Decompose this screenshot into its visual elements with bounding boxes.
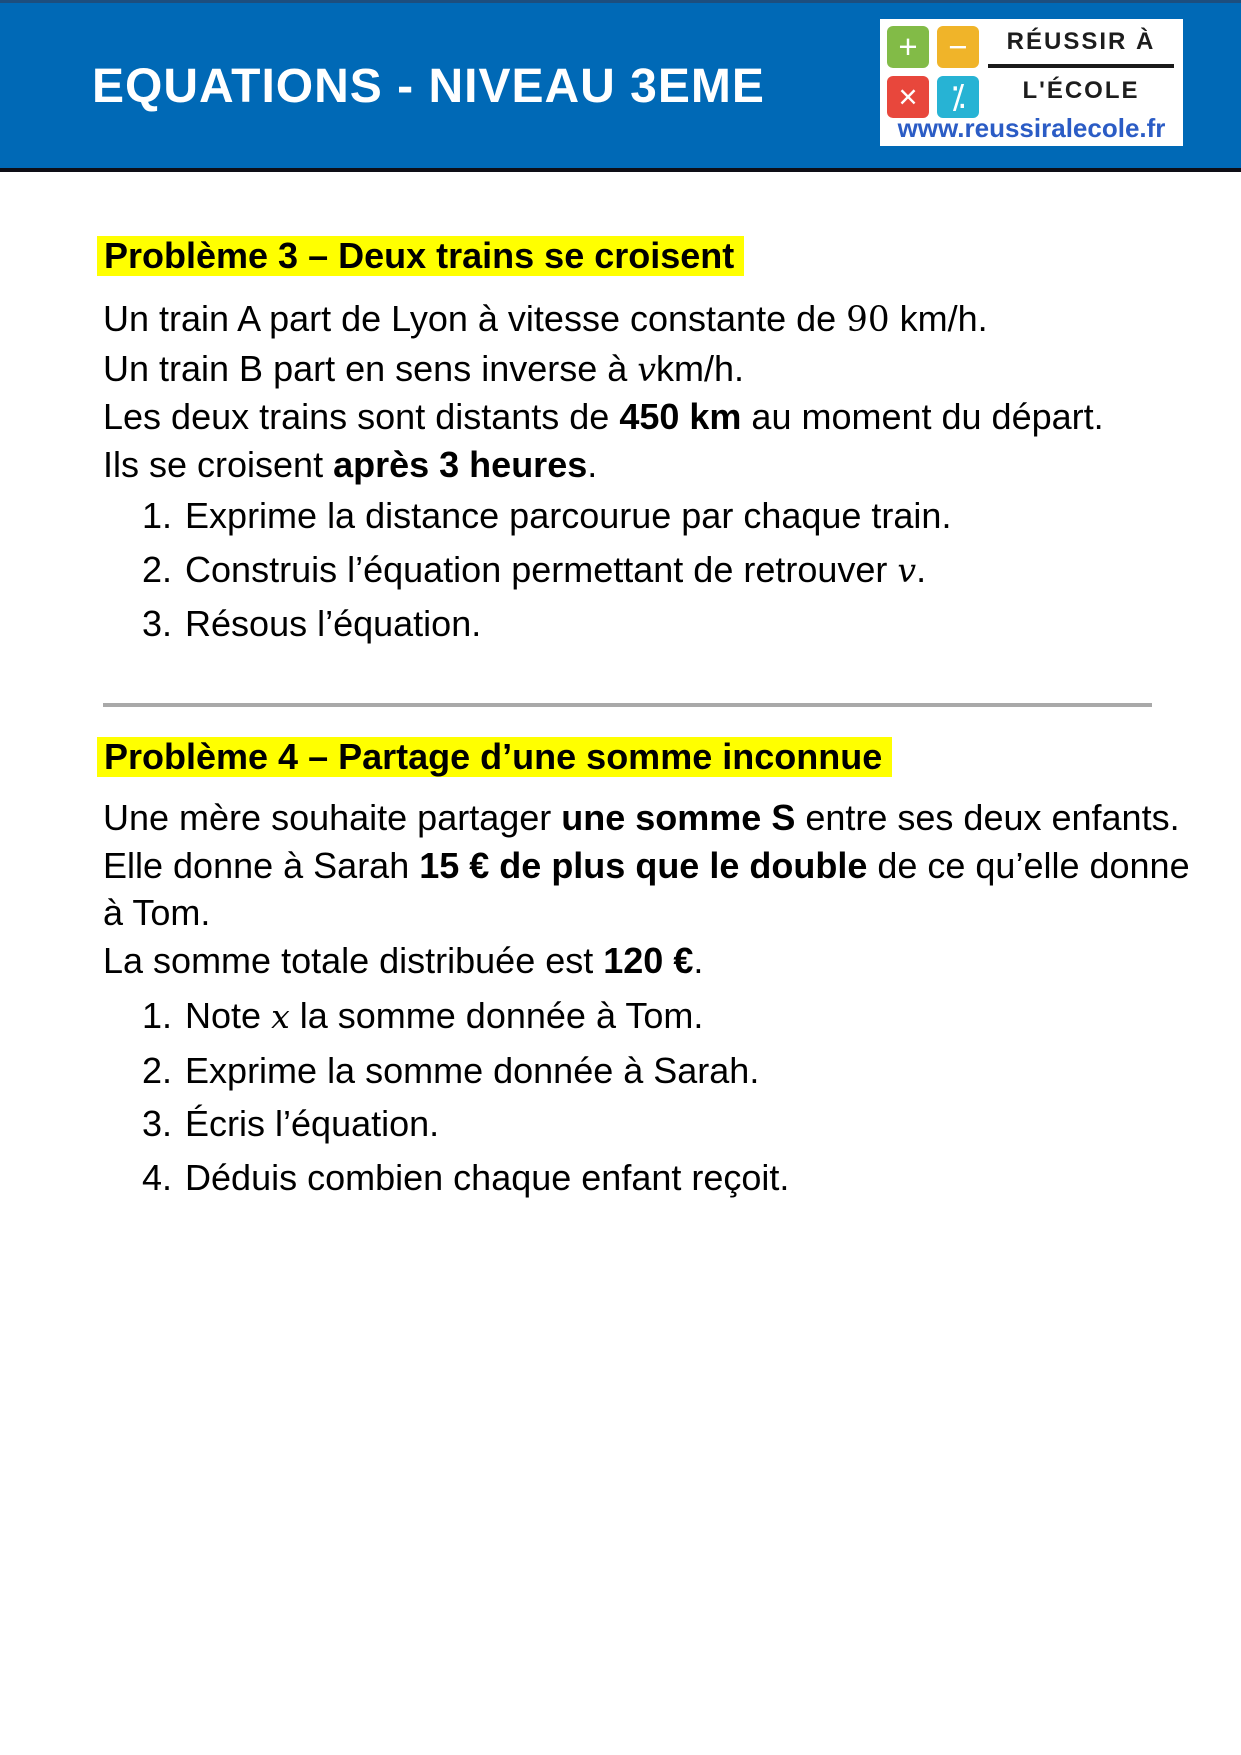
logo-text-line2: L'ÉCOLE <box>1022 77 1140 104</box>
paragraph-line <box>103 842 1190 890</box>
text-segment: Exprime la distance parcourue par chaque train. <box>185 495 952 536</box>
list-item <box>142 1154 789 1202</box>
item-number: 1. <box>142 495 173 536</box>
problem3-title-highlight: Problème 3 – Deux trains se croisent <box>97 236 744 276</box>
bold-segment: 15 € de plus que le double <box>419 844 868 886</box>
item-number: 2. <box>142 1049 173 1091</box>
text-segment: Un train B part en sens inverse à <box>103 347 638 389</box>
list-item <box>142 546 951 595</box>
text-segment: km/h. <box>889 298 988 339</box>
list-item <box>142 1100 789 1148</box>
math-variable: v <box>897 550 917 590</box>
text-segment: Écris l’équation. <box>185 1103 440 1144</box>
text-segment: . <box>693 939 704 981</box>
list-item <box>142 992 789 1041</box>
bold-segment: après 3 heures <box>333 443 588 485</box>
reussir-a-lecole-logo <box>880 19 1183 146</box>
problem4-statement <box>103 794 1190 984</box>
text-segment: de ce qu’elle donne <box>867 844 1190 886</box>
text-segment: Elle donne à Sarah <box>103 844 420 886</box>
item-number: 4. <box>142 1156 173 1198</box>
divide-icon: ⁒ <box>937 76 979 118</box>
list-item <box>142 1047 789 1095</box>
paragraph-line <box>103 393 1104 441</box>
text-segment: . <box>587 443 598 485</box>
logo-website-url: www.reussiralecole.fr <box>897 113 1166 143</box>
text-segment: Les deux trains sont distants de <box>103 396 620 437</box>
text-segment: à Tom. <box>103 892 211 933</box>
section-divider <box>103 703 1152 707</box>
paragraph-line <box>103 794 1190 842</box>
logo-rule <box>988 64 1174 68</box>
paragraph-line <box>103 441 1104 489</box>
page-title: EQUATIONS - NIVEAU 3EME <box>92 60 765 113</box>
text-segment: Un train A part de Lyon à vitesse constante de <box>103 298 847 339</box>
text-segment: . <box>916 548 927 590</box>
text-segment: Une mère souhaite partager <box>103 797 562 838</box>
page-header <box>0 0 1241 172</box>
math-variable: v <box>637 349 656 389</box>
paragraph-line <box>103 295 1104 345</box>
bold-segment: une somme S <box>561 797 796 838</box>
bold-segment: 120 € <box>603 939 694 981</box>
list-item <box>142 600 951 648</box>
plus-icon: + <box>887 26 929 68</box>
multiply-icon: × <box>887 76 929 118</box>
problem3-statement <box>103 295 1104 488</box>
list-item <box>142 492 951 540</box>
item-number: 3. <box>142 1103 173 1144</box>
text-segment: Déduis combien chaque enfant reçoit. <box>185 1156 790 1198</box>
text-segment: au moment du départ. <box>741 396 1104 437</box>
problem4-title <box>97 737 892 777</box>
item-number: 3. <box>142 603 173 644</box>
paragraph-line <box>103 889 1190 937</box>
item-number: 2. <box>142 548 173 590</box>
bold-segment: 450 km <box>619 396 742 437</box>
text-segment: Exprime la somme donnée à Sarah. <box>185 1049 760 1091</box>
problem4-title-highlight: Problème 4 – Partage d’une somme inconnue <box>97 737 892 777</box>
problem4-question-list <box>142 992 789 1207</box>
text-segment: entre ses deux enfants. <box>795 797 1180 838</box>
text-segment: Construis l’équation permettant de retrouver <box>185 548 898 590</box>
text-segment: Note <box>185 995 272 1036</box>
problem3-title <box>97 236 744 276</box>
text-segment: km/h. <box>656 347 745 389</box>
math-number: 90 <box>846 300 890 340</box>
math-operators-grid <box>887 26 979 118</box>
text-segment: Ils se croisent <box>103 443 334 485</box>
logo-wordmark <box>986 27 1176 106</box>
math-variable: x <box>271 997 290 1036</box>
item-number: 1. <box>142 995 173 1036</box>
text-segment: La somme totale distribuée est <box>103 939 604 981</box>
paragraph-line <box>103 937 1190 985</box>
paragraph-line <box>103 345 1104 394</box>
problem3-question-list <box>142 492 951 654</box>
logo-text-line1: RÉUSSIR À <box>1006 28 1156 55</box>
text-segment: la somme donnée à Tom. <box>289 995 704 1036</box>
text-segment: Résous l’équation. <box>185 603 482 644</box>
minus-icon: − <box>937 26 979 68</box>
